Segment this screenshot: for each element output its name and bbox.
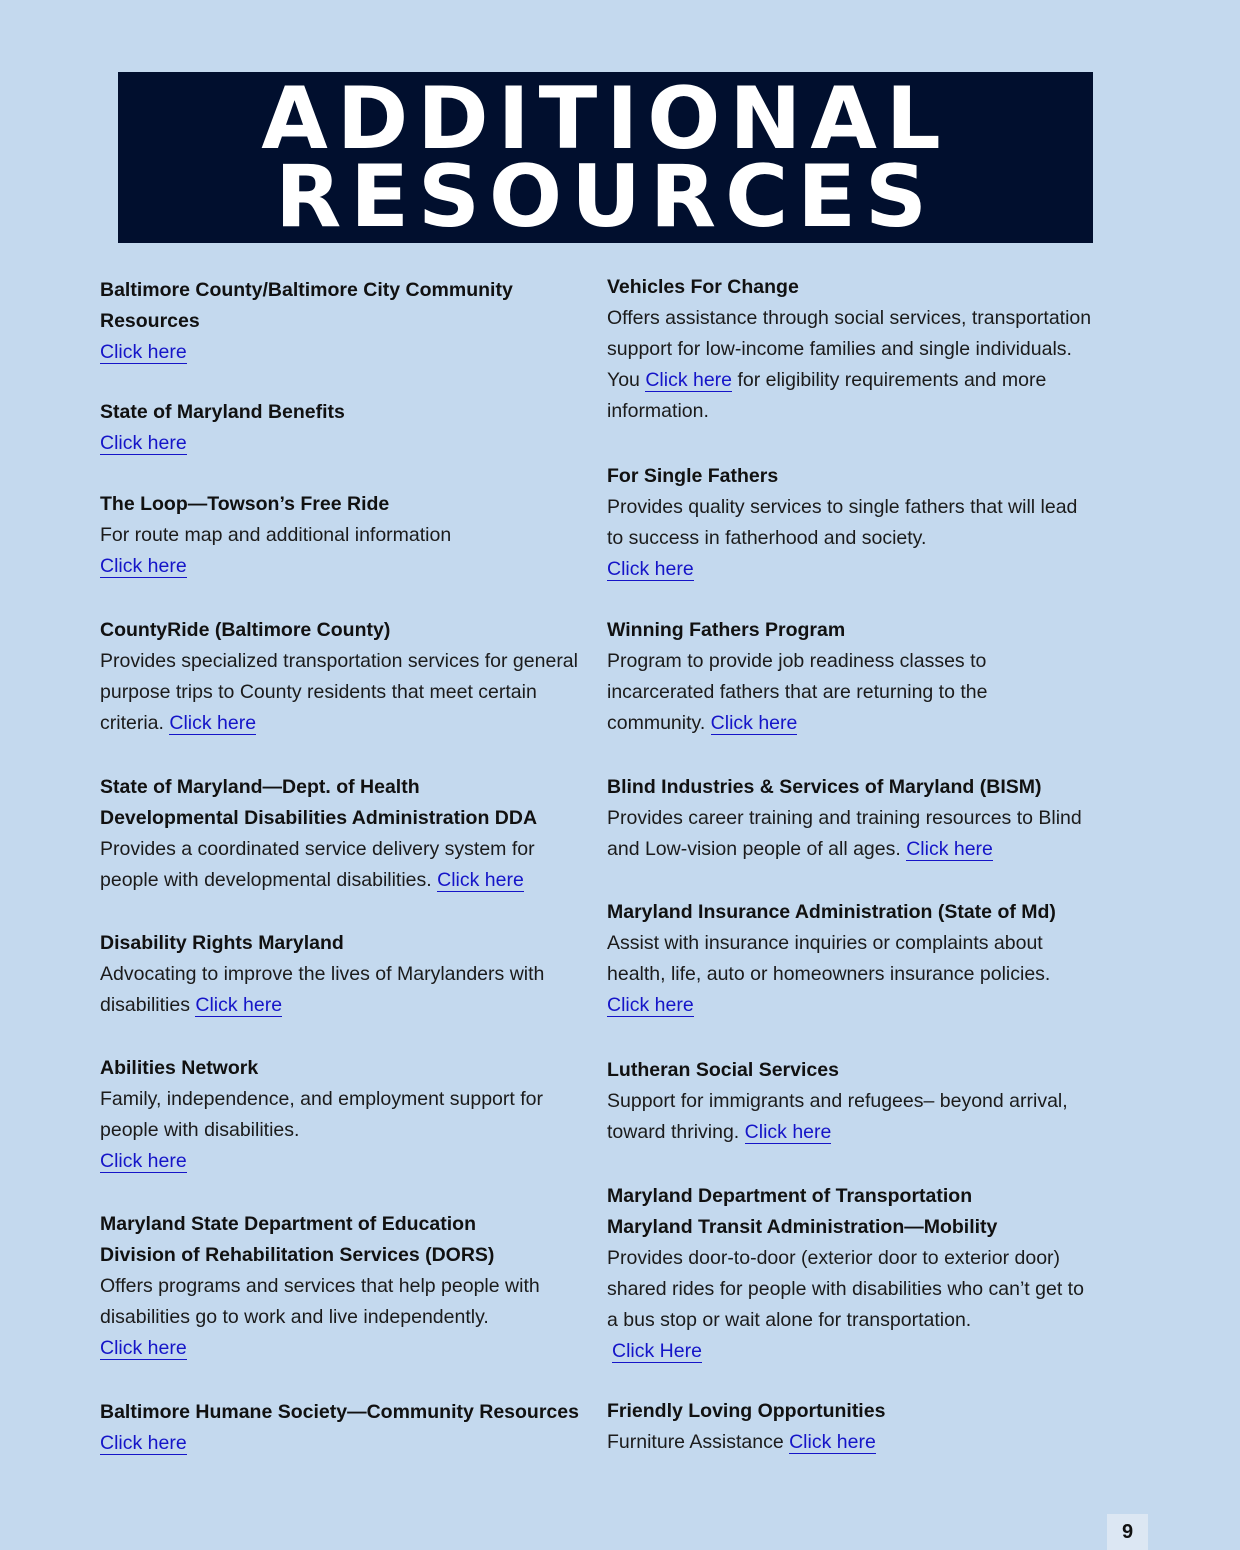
resource-description: Provides specialized transportation services for general bbox=[100, 650, 578, 672]
resource-title: Abilities Network bbox=[100, 1057, 259, 1079]
banner-title-line2: RESOURCES bbox=[275, 146, 936, 247]
resource-dors bbox=[100, 1209, 600, 1364]
resource-title: Maryland Transit Administration—Mobility bbox=[607, 1216, 998, 1238]
resource-description: people with disabilities. bbox=[100, 1119, 300, 1141]
resource-description: support for low-income families and single individuals. bbox=[607, 338, 1072, 360]
banner-title-line1: ADDITIONAL bbox=[261, 68, 950, 169]
resource-description: Advocating to improve the lives of Marylanders with bbox=[100, 963, 545, 985]
resource-description: Furniture Assistance bbox=[607, 1431, 784, 1453]
header-banner bbox=[118, 68, 1093, 247]
resource-description: Provides quality services to single fathers that will lead bbox=[607, 496, 1078, 518]
resource-description: You bbox=[607, 369, 640, 391]
resource-title: Blind Industries & Services of Maryland (BISM) bbox=[607, 776, 1042, 798]
resource-title: The Loop—Towson’s Free Ride bbox=[100, 493, 390, 515]
resource-baltimore-community bbox=[100, 275, 600, 368]
resource-description: disabilities bbox=[100, 994, 190, 1016]
resource-title: Maryland Department of Transportation bbox=[607, 1185, 973, 1207]
resource-description: Offers assistance through social services, transportation bbox=[607, 307, 1092, 329]
resource-description: Provides door-to-door (exterior door to exterior door) bbox=[607, 1247, 1061, 1269]
resource-title: Baltimore Humane Society—Community Resources bbox=[100, 1401, 579, 1423]
resource-winning-fathers bbox=[607, 615, 1122, 739]
resource-description: a bus stop or wait alone for transportation. bbox=[607, 1309, 972, 1331]
click-here-link[interactable]: Click here bbox=[100, 1150, 187, 1172]
resource-description: Assist with insurance inquiries or complaints about bbox=[607, 932, 1043, 954]
resource-the-loop bbox=[100, 489, 600, 582]
resource-title: Division of Rehabilitation Services (DORS) bbox=[100, 1244, 495, 1266]
resource-description: and Low-vision people of all ages. bbox=[607, 838, 901, 860]
resource-dda bbox=[100, 772, 600, 896]
resource-title: Maryland State Department of Education bbox=[100, 1213, 476, 1235]
click-here-link[interactable]: Click here bbox=[710, 712, 798, 734]
click-here-link[interactable]: Click here bbox=[789, 1431, 876, 1453]
resource-title: Vehicles For Change bbox=[607, 276, 799, 298]
resource-mta-mobility bbox=[607, 1181, 1122, 1367]
resource-description: purpose trips to County residents that meet certain bbox=[100, 681, 537, 703]
page-number: 9 bbox=[1107, 1514, 1148, 1550]
click-here-link[interactable]: Click here bbox=[744, 1121, 832, 1143]
resource-disability-rights bbox=[100, 928, 600, 1021]
resource-description: criteria. bbox=[100, 712, 164, 734]
click-here-link[interactable]: Click here bbox=[100, 341, 187, 363]
resource-title: State of Maryland Benefits bbox=[100, 401, 345, 423]
resource-description: to success in fatherhood and society. bbox=[607, 527, 927, 549]
resource-description: Family, independence, and employment support for bbox=[100, 1088, 543, 1110]
resource-title: Resources bbox=[100, 310, 200, 332]
resource-description: toward thriving. bbox=[607, 1121, 740, 1143]
resource-title: Maryland Insurance Administration (State of Md) bbox=[607, 901, 1056, 923]
click-here-link[interactable]: Click here bbox=[645, 369, 733, 391]
resource-friendly-loving bbox=[607, 1396, 1122, 1458]
click-here-link[interactable]: Click here bbox=[607, 558, 694, 580]
resource-title: CountyRide (Baltimore County) bbox=[100, 619, 391, 641]
click-here-link[interactable]: Click Here bbox=[612, 1340, 702, 1362]
resource-lutheran-social-services bbox=[607, 1055, 1122, 1148]
click-here-link[interactable]: Click here bbox=[169, 712, 257, 734]
resource-description: For route map and additional information bbox=[100, 524, 452, 546]
resource-title: Disability Rights Maryland bbox=[100, 932, 344, 954]
click-here-link[interactable]: Click here bbox=[100, 1432, 187, 1454]
resource-description: Provides career training and training resources to Blind bbox=[607, 807, 1082, 829]
resource-humane-society bbox=[100, 1397, 600, 1459]
click-here-link[interactable]: Click here bbox=[437, 869, 524, 891]
resource-description: Support for immigrants and refugees– beyond arrival, bbox=[607, 1090, 1068, 1112]
resource-title: For Single Fathers bbox=[607, 465, 779, 487]
resource-description: community. bbox=[607, 712, 706, 734]
resource-title: Baltimore County/Baltimore City Community bbox=[100, 279, 513, 301]
click-here-link[interactable]: Click here bbox=[607, 994, 694, 1016]
click-here-link[interactable]: Click here bbox=[100, 432, 187, 454]
resource-title: Friendly Loving Opportunities bbox=[607, 1400, 886, 1422]
resource-single-fathers bbox=[607, 461, 1122, 585]
resource-description: health, life, auto or homeowners insurance policies. bbox=[607, 963, 1051, 985]
resource-abilities-network bbox=[100, 1053, 600, 1177]
resource-description: shared rides for people with disabilities who can’t get to bbox=[607, 1278, 1084, 1300]
resource-description: information. bbox=[607, 400, 709, 422]
resource-vehicles-for-change bbox=[607, 272, 1122, 427]
resource-title: Winning Fathers Program bbox=[607, 619, 846, 641]
click-here-link[interactable]: Click here bbox=[195, 994, 283, 1016]
resource-title: State of Maryland—Dept. of Health bbox=[100, 776, 420, 798]
resource-title: Lutheran Social Services bbox=[607, 1059, 839, 1081]
resource-description: incarcerated fathers that are returning to the bbox=[607, 681, 988, 703]
resource-description: disabilities go to work and live independently. bbox=[100, 1306, 489, 1328]
resource-description: Program to provide job readiness classes to bbox=[607, 650, 987, 672]
resource-description: people with developmental disabilities. bbox=[100, 869, 432, 891]
resource-bism bbox=[607, 772, 1122, 865]
click-here-link[interactable]: Click here bbox=[906, 838, 993, 860]
click-here-link[interactable]: Click here bbox=[100, 555, 187, 577]
resource-insurance-administration bbox=[607, 897, 1122, 1021]
resource-countyride bbox=[100, 615, 600, 739]
click-here-link[interactable]: Click here bbox=[100, 1337, 187, 1359]
resource-md-benefits bbox=[100, 397, 600, 459]
resource-description: Offers programs and services that help people with bbox=[100, 1275, 540, 1297]
resource-description: for eligibility requirements and more bbox=[737, 369, 1047, 391]
resource-title: Developmental Disabilities Administration DDA bbox=[100, 807, 538, 829]
resource-description: Provides a coordinated service delivery system for bbox=[100, 838, 535, 860]
